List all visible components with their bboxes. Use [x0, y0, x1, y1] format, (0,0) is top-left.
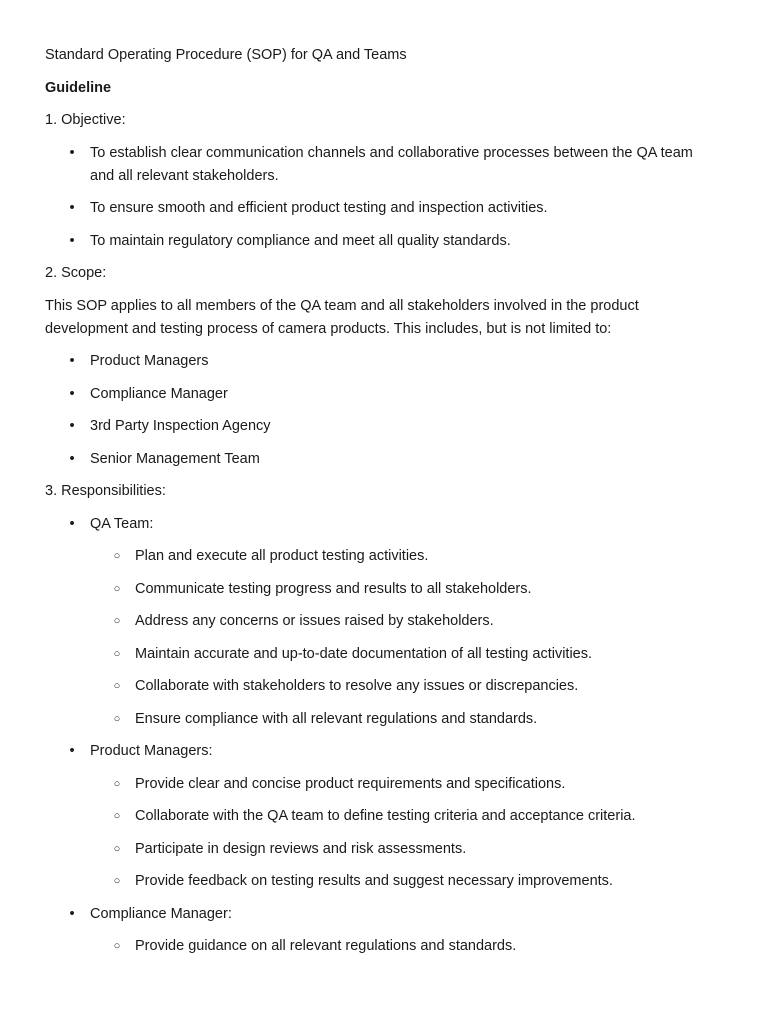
circle-bullet-icon: ○: [113, 582, 121, 595]
responsibilities-label: 3. Responsibilities:: [45, 483, 166, 499]
circle-bullet-icon: ○: [113, 712, 121, 725]
qa-team-duties-list: [90, 545, 713, 731]
role-item: [45, 903, 713, 959]
list-item: [45, 350, 713, 373]
circle-bullet-icon: ○: [113, 940, 121, 952]
circle-bullet-icon: ○: [113, 647, 121, 660]
objective-label: 1. Objective:: [45, 112, 126, 128]
role-item: [45, 740, 713, 893]
product-managers-duties-list: [90, 773, 713, 894]
sub-list-item: [90, 610, 713, 633]
compliance-manager-duties-list: [90, 935, 713, 958]
bullet-icon: •: [69, 353, 75, 369]
document-page: [45, 44, 713, 968]
list-item-text: Compliance Manager: [90, 385, 228, 402]
sub-list-item-text: Provide feedback on testing results and suggest necessary improvements.: [135, 873, 613, 889]
list-item: [45, 230, 713, 253]
sub-list-item-text: Participate in design reviews and risk assessments.: [135, 840, 467, 857]
sub-list-item: [90, 675, 713, 698]
responsibilities-list: [45, 513, 713, 959]
scope-label: 2. Scope:: [45, 265, 107, 281]
role-label: QA Team:: [90, 515, 154, 532]
sub-list-item-text: Collaborate with stakeholders to resolve any issues or discrepancies.: [135, 678, 579, 694]
sub-list-item: [90, 708, 713, 731]
scope-paragraph: This SOP applies to all members of the QA team and all stakeholders involved in the product development and testing process of camera products. This includes, but is not limited to:: [45, 297, 639, 337]
role-item: [45, 513, 713, 731]
sub-list-item: [90, 578, 713, 601]
sub-list-item-text: Provide guidance on all relevant regulations and standards.: [135, 938, 517, 954]
list-item: [45, 197, 713, 220]
role-label: Compliance Manager:: [90, 905, 232, 922]
bullet-icon: •: [69, 905, 75, 922]
sub-list-item-text: Address any concerns or issues raised by stakeholders.: [135, 613, 494, 629]
circle-bullet-icon: ○: [113, 810, 121, 822]
list-item-text: Product Managers: [90, 353, 209, 369]
scope-list: [45, 350, 713, 471]
circle-bullet-icon: ○: [113, 777, 121, 790]
document-title: Standard Operating Procedure (SOP) for QA and Teams: [45, 47, 407, 63]
bullet-icon: •: [69, 144, 75, 161]
list-item: [45, 142, 713, 188]
objective-list: [45, 142, 713, 253]
circle-bullet-icon: ○: [113, 615, 121, 627]
bullet-icon: •: [69, 385, 75, 402]
list-item-text: To maintain regulatory compliance and meet all quality standards.: [90, 232, 511, 249]
sub-list-item-text: Ensure compliance with all relevant regulations and standards.: [135, 710, 538, 727]
sub-list-item-text: Communicate testing progress and results to all stakeholders.: [135, 580, 532, 597]
list-item-text: To establish clear communication channels and collaborative processes between the QA team and all relevant stakeholders.: [90, 144, 693, 184]
sub-list-item-text: Collaborate with the QA team to define testing criteria and acceptance criteria.: [135, 808, 636, 824]
bullet-icon: •: [69, 515, 75, 532]
role-label: Product Managers:: [90, 743, 213, 759]
sub-list-item: [90, 935, 713, 958]
list-item: [45, 448, 713, 471]
list-item: [45, 383, 713, 406]
bullet-icon: •: [69, 200, 75, 216]
circle-bullet-icon: ○: [113, 680, 121, 692]
list-item: [45, 415, 713, 438]
sub-list-item: [90, 643, 713, 666]
bullet-icon: •: [69, 232, 75, 249]
circle-bullet-icon: ○: [113, 842, 121, 855]
bullet-icon: •: [69, 418, 75, 434]
section-heading: Guideline: [45, 79, 112, 96]
sub-list-item-text: Plan and execute all product testing activities.: [135, 548, 429, 564]
sub-list-item-text: Maintain accurate and up-to-date documentation of all testing activities.: [135, 645, 593, 662]
sub-list-item: [90, 838, 713, 861]
circle-bullet-icon: ○: [113, 550, 121, 562]
bullet-icon: •: [69, 450, 75, 467]
sub-list-item: [90, 805, 713, 828]
sub-list-item: [90, 870, 713, 893]
list-item-text: To ensure smooth and efficient product testing and inspection activities.: [90, 200, 548, 216]
list-item-text: Senior Management Team: [90, 450, 260, 467]
circle-bullet-icon: ○: [113, 875, 121, 887]
sub-list-item-text: Provide clear and concise product requirements and specifications.: [135, 775, 566, 792]
list-item-text: 3rd Party Inspection Agency: [90, 418, 271, 434]
bullet-icon: •: [69, 743, 75, 759]
sub-list-item: [90, 773, 713, 796]
sub-list-item: [90, 545, 713, 568]
